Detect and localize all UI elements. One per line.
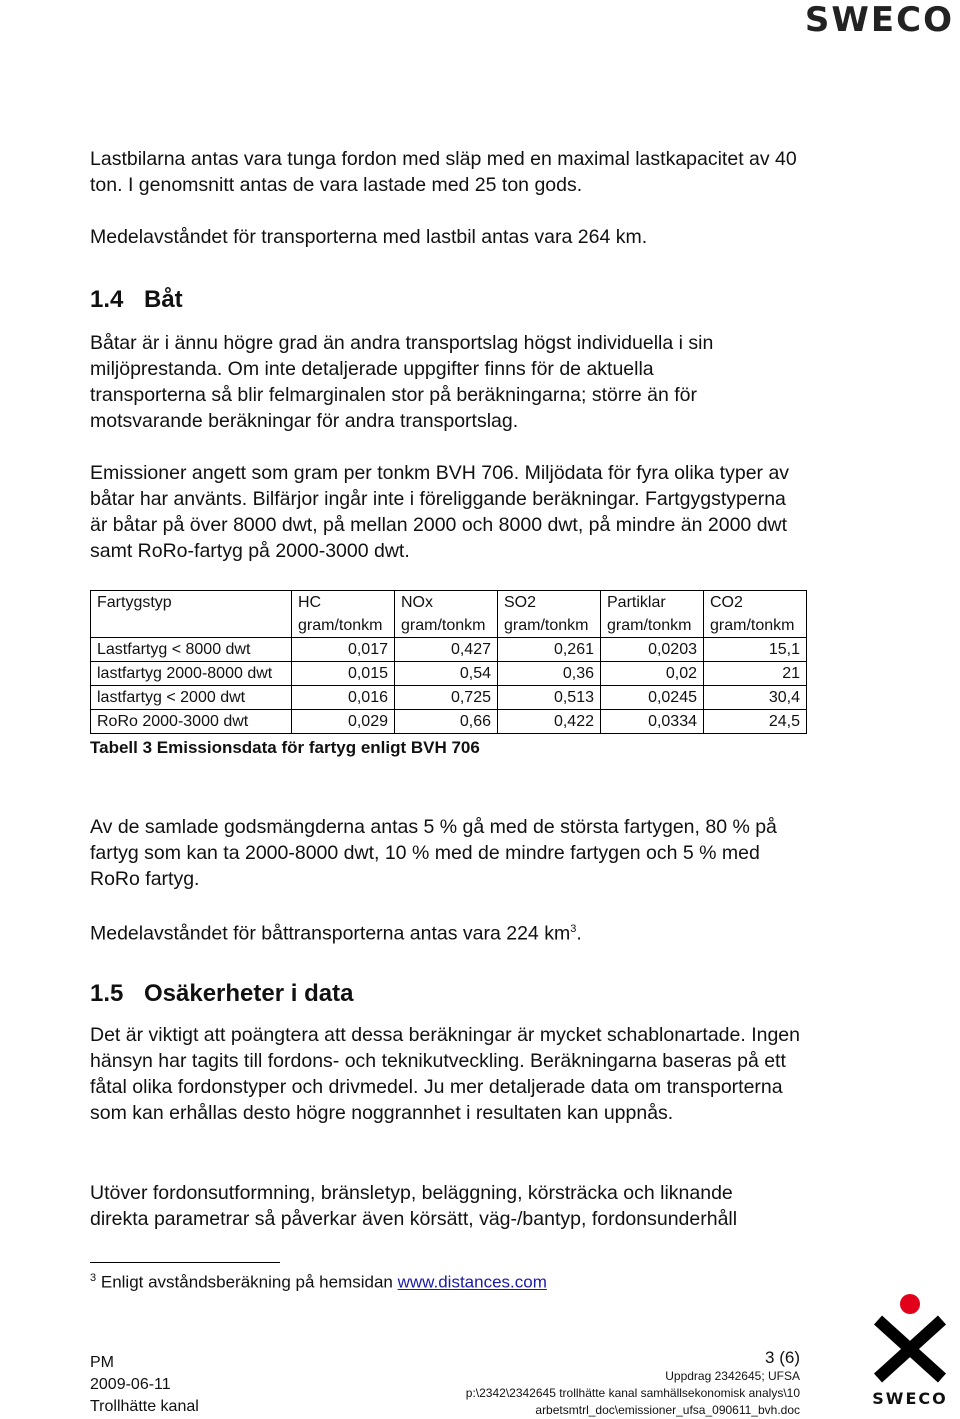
paragraph-boat-intro: Båtar är i ännu högre grad än andra transportslag högst individuella i sin miljöprestanda. Om inte detaljerade uppgifter finns för de aktuella transporterna så blir felmarginalen stor på beräkningarna; större än för motsvarande beräkningar för andra transportslag. (90, 332, 714, 432)
footer-path-line2: arbetsmtrl_doc\emissioner_ufsa_090611_bvh.doc (535, 1403, 800, 1417)
header-label: CO2 (710, 594, 743, 611)
sweco-emblem-icon (868, 1292, 952, 1388)
table-cell: lastfartyg < 2000 dwt (91, 686, 292, 710)
table-cell: 0,513 (498, 686, 601, 710)
paragraph-parameters: Utöver fordonsutformning, bränsletyp, beläggning, körsträcka och liknande direkta parametrar så påverkar även körsätt, väg-/bantyp, fordonsunderhåll (90, 1182, 738, 1230)
header-cell (704, 591, 807, 638)
table-caption: Tabell 3 Emissionsdata för fartyg enligt BVH 706 (90, 738, 480, 757)
table-cell: 0,029 (292, 710, 395, 734)
table-row (91, 662, 807, 686)
section-title: Båt (144, 286, 183, 313)
header-cell (395, 591, 498, 638)
table-cell: 0,015 (292, 662, 395, 686)
header-cell (601, 591, 704, 638)
table-cell: 0,54 (395, 662, 498, 686)
header-label: Partiklar (607, 594, 666, 611)
table-cell: 0,261 (498, 638, 601, 662)
footer-logo-text: SWECO (872, 1389, 948, 1408)
footnote-ref[interactable]: 3 (570, 923, 577, 935)
table-cell: 0,02 (601, 662, 704, 686)
table-row (91, 686, 807, 710)
section-title: Osäkerheter i data (144, 980, 354, 1007)
table-cell: 21 (704, 662, 807, 686)
footnote (90, 1272, 547, 1293)
table-row (91, 710, 807, 734)
header-cell (498, 591, 601, 638)
header-unit: gram/tonkm (401, 617, 486, 634)
table-row (91, 638, 807, 662)
emission-table (90, 590, 807, 734)
footer-left (90, 1352, 199, 1418)
header-label: Fartygstyp (97, 594, 172, 611)
header-unit: gram/tonkm (607, 617, 692, 634)
paragraph-goods-share: Av de samlade godsmängderna antas 5 % gå med de största fartygen, 80 % på fartyg som kan ta 2000-8000 dwt, 10 % med de mindre fartygen och 5 % med RoRo fartyg. (90, 816, 777, 890)
table-cell: 0,016 (292, 686, 395, 710)
footnote-divider (90, 1262, 280, 1263)
table-header-row (91, 591, 807, 638)
distance-text: Medelavståndet för båttransporterna antas vara 224 km (90, 922, 571, 945)
section-number: 1.5 (90, 980, 124, 1007)
table-cell: 0,422 (498, 710, 601, 734)
footer-right (466, 1348, 800, 1419)
header-cell (292, 591, 395, 638)
table-cell: 0,725 (395, 686, 498, 710)
paragraph-uncertainty: Det är viktigt att poängtera att dessa beräkningar är mycket schablonartade. Ingen hänsyn har tagits till fordons- och teknikutveckling. Beräkningarna baseras på ett fåtal olika fordonstyper och drivmedel. Ju mer detaljerade data om transporterna som kan erhållas desto högre noggrannhet i resultaten kan uppnås. (90, 1024, 800, 1124)
table-cell: lastfartyg 2000-8000 dwt (91, 662, 292, 686)
footer-author: PM (90, 1354, 114, 1371)
paragraph-emissions: Emissioner angett som gram per tonkm BVH 706. Miljödata för fyra olika typer av båtar har använts. Bilfärjor ingår inte i föreliggande beräkningar. Fartgygstyperna är båtar på över 8000 dwt, på mellan 2000 och 8000 dwt, på mindre än 2000 dwt samt RoRo-fartyg på 2000-3000 dwt. (90, 462, 790, 562)
table-cell: RoRo 2000-3000 dwt (91, 710, 292, 734)
section-heading-uncertainty (90, 980, 353, 1008)
table-cell: 0,66 (395, 710, 498, 734)
sweco-logo (868, 1292, 952, 1408)
paragraph-truck-distance: Medelavståndet för transporterna med lastbil antas vara 264 km. (90, 226, 648, 248)
page-number: 3 (6) (765, 1348, 800, 1367)
table-cell: 30,4 (704, 686, 807, 710)
header-unit: gram/tonkm (298, 617, 383, 634)
header-label: SO2 (504, 594, 537, 611)
footer-path-line1: p:\2342\2342645 trollhätte kanal samhällsekonomisk analys\10 (465, 1386, 800, 1400)
table-cell: 15,1 (704, 638, 807, 662)
paragraph-boat-distance (90, 916, 810, 947)
footer-project: Trollhätte kanal (90, 1398, 199, 1415)
table-cell: 0,427 (395, 638, 498, 662)
footnote-link[interactable]: www.distances.com (397, 1272, 547, 1292)
table-cell: 0,0334 (601, 710, 704, 734)
paragraph-trucks: Lastbilarna antas vara tunga fordon med släp med en maximal lastkapacitet av 40 ton. I genomsnitt antas de vara lastade med 25 ton gods. (90, 148, 797, 196)
header-label: NOx (401, 594, 433, 611)
table-cell: 24,5 (704, 710, 807, 734)
table-cell: Lastfartyg < 8000 dwt (91, 638, 292, 662)
table-cell: 0,36 (498, 662, 601, 686)
header-cell (91, 591, 292, 638)
section-heading-boat (90, 286, 183, 314)
header-logo: SWECO (804, 0, 954, 40)
footer-assignment: Uppdrag 2342645; UFSA (665, 1369, 800, 1383)
section-number: 1.4 (90, 286, 124, 313)
header-unit: gram/tonkm (504, 617, 589, 634)
footnote-number: 3 (90, 1272, 97, 1284)
distance-end: . (576, 922, 582, 945)
table-cell: 0,017 (292, 638, 395, 662)
header-label: HC (298, 594, 322, 611)
table-cell: 0,0203 (601, 638, 704, 662)
table-cell: 0,0245 (601, 686, 704, 710)
footnote-text: Enligt avståndsberäkning på hemsidan (100, 1272, 398, 1292)
header-unit: gram/tonkm (710, 617, 795, 634)
footer-date: 2009-06-11 (90, 1376, 171, 1393)
